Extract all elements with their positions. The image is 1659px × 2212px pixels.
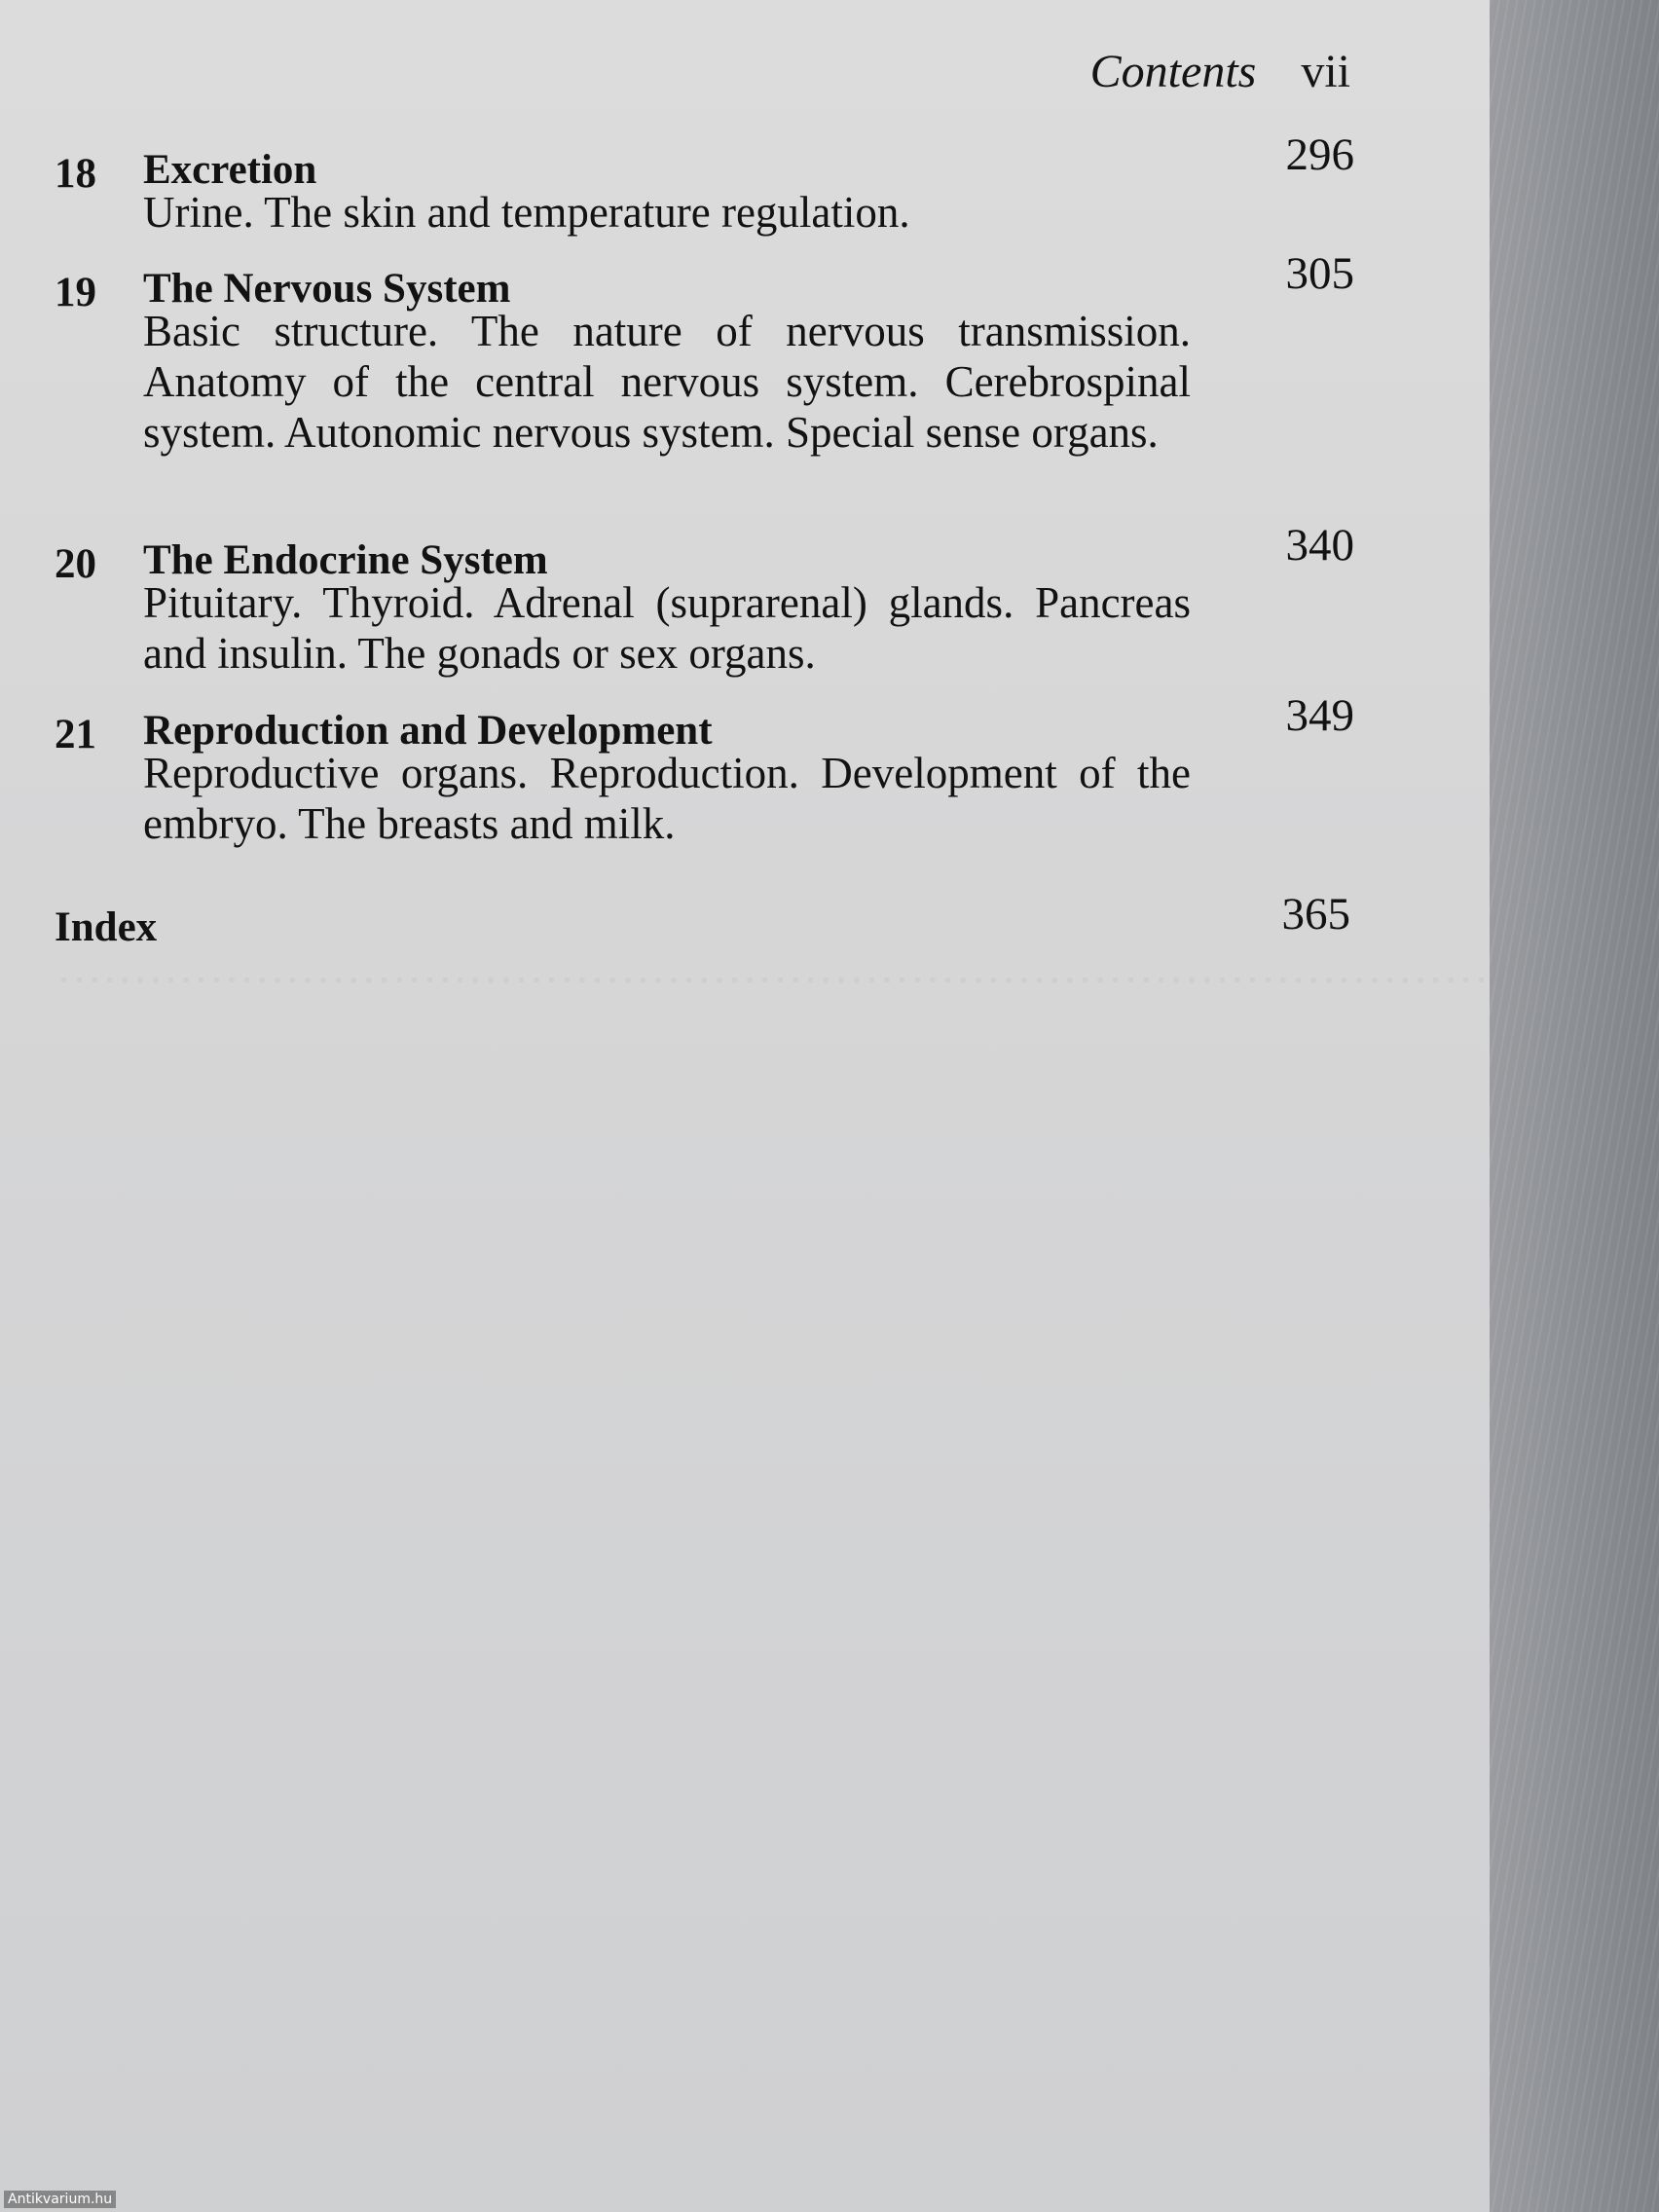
watermark: Antikvarium.hu bbox=[4, 2191, 116, 2208]
running-header bbox=[1090, 45, 1350, 98]
chapter-page: 349 bbox=[1285, 690, 1354, 741]
show-through-text bbox=[56, 954, 1351, 1007]
running-title: Contents bbox=[1089, 46, 1257, 97]
chapter-description: Reproductive organs. Reproduction. Development of the embryo. The breasts and milk. bbox=[143, 749, 1191, 848]
chapter-number: 18 bbox=[55, 151, 96, 197]
page-edge-stack bbox=[1490, 0, 1659, 2212]
chapter-page: 340 bbox=[1285, 520, 1354, 571]
chapter-title: Excretion bbox=[143, 147, 317, 193]
chapter-description: Urine. The skin and temperature regulation. bbox=[143, 188, 910, 237]
chapter-title: The Endocrine System bbox=[143, 537, 548, 583]
chapter-description: Pituitary. Thyroid. Adrenal (suprarenal) glands. Pancreas and insulin. The gonads or sex organs. bbox=[143, 578, 1191, 678]
chapter-page: 305 bbox=[1285, 248, 1354, 299]
chapter-title: The Nervous System bbox=[143, 266, 511, 312]
chapter-title: Reproduction and Development bbox=[143, 708, 713, 754]
chapter-page: 296 bbox=[1285, 129, 1354, 180]
header-page-number: vii bbox=[1301, 46, 1350, 97]
chapter-number: 19 bbox=[55, 270, 96, 315]
chapter-description: Basic structure. The nature of nervous transmission. Anatomy of the central nervous system. Cerebrospinal system. Autonomic nervous system. Special sense organs. bbox=[143, 307, 1191, 457]
chapter-number: 21 bbox=[55, 712, 96, 757]
chapter-number: 20 bbox=[55, 541, 96, 587]
index-label: Index bbox=[55, 904, 158, 950]
index-page: 365 bbox=[1281, 889, 1350, 940]
